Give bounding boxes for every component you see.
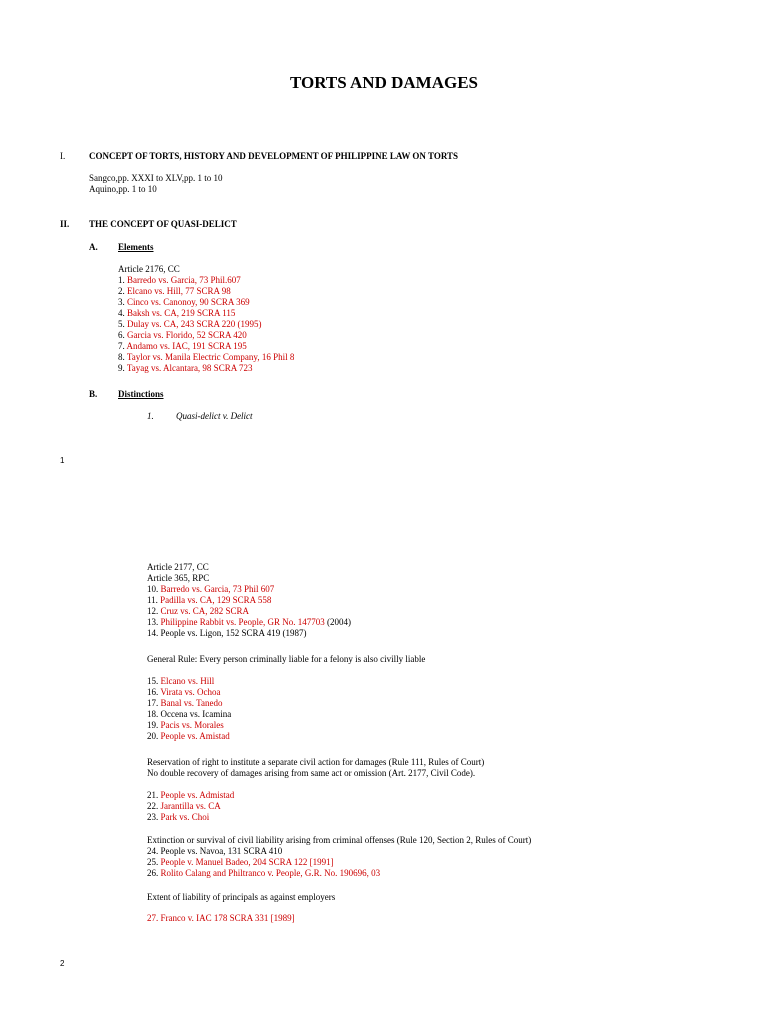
- extinction-block: [147, 835, 531, 879]
- list-item: 21. People vs. Admistad: [147, 790, 235, 800]
- case-link[interactable]: Cinco vs. Canonoy, 90 SCRA 369: [127, 297, 250, 307]
- list-item: 13. Philippine Rabbit vs. People, GR No. 147703 (2004): [147, 617, 351, 627]
- list-item: 17. Banal vs. Tanedo: [147, 698, 223, 708]
- extent-text: Extent of liability of principals as against employers: [147, 892, 336, 902]
- list-item: 7. Andamo vs. IAC, 191 SCRA 195: [118, 341, 247, 351]
- case-link[interactable]: People vs. Amistad: [160, 731, 230, 741]
- list-item: 14. People vs. Ligon, 152 SCRA 419 (1987): [147, 628, 307, 638]
- list-item: 8. Taylor vs. Manila Electric Company, 16 Phil 8: [118, 352, 295, 362]
- page-number-2: 2: [60, 959, 65, 968]
- section-1-heading: CONCEPT OF TORTS, HISTORY AND DEVELOPMENT OF PHILIPPINE LAW ON TORTS: [89, 151, 459, 161]
- list-item: 16. Virata vs. Ochoa: [147, 687, 221, 697]
- sub-a-heading: Elements: [118, 242, 154, 252]
- article-365: Article 365, RPC: [147, 573, 210, 583]
- list-item: 26. Rolito Calang and Philtranco v. People, G.R. No. 190696, 03: [147, 868, 381, 878]
- sub-a-letter: A.: [89, 242, 98, 252]
- case-link[interactable]: Cruz vs. CA, 282 SCRA: [160, 606, 250, 616]
- section-1-refs: [89, 173, 223, 195]
- case-link[interactable]: Baksh vs. CA, 219 SCRA 115: [127, 308, 236, 318]
- case-link[interactable]: Garcia vs. Florido, 52 SCRA 420: [127, 330, 247, 340]
- section-2-heading: THE CONCEPT OF QUASI-DELICT: [89, 219, 237, 229]
- case-link[interactable]: Padilla vs. CA, 129 SCRA 558: [160, 595, 272, 605]
- list-item: 19. Pacis vs. Morales: [147, 720, 224, 730]
- ref-aquino: Aquino,pp. 1 to 10: [89, 184, 157, 194]
- case-link[interactable]: Jarantilla vs. CA: [160, 801, 221, 811]
- case-link-27[interactable]: 27. Franco v. IAC 178 SCRA 331 [1989]: [147, 913, 295, 923]
- case-link[interactable]: Pacis vs. Morales: [160, 720, 224, 730]
- case-link[interactable]: People v. Manuel Badeo, 204 SCRA 122 [1991]: [160, 857, 334, 867]
- extinction-text: Extinction or survival of civil liability arising from criminal offenses (Rule 120, Section 2, Rules of Court): [147, 835, 532, 845]
- ref-sangco: Sangco,pp. XXXI to XLV,pp. 1 to 10: [89, 173, 223, 183]
- case-link[interactable]: Occena vs. Icamina: [160, 709, 232, 719]
- case-link[interactable]: People vs. Admistad: [160, 790, 235, 800]
- section-1-number: I.: [60, 151, 66, 161]
- document-title: TORTS AND DAMAGES: [289, 73, 478, 92]
- list-item: 2. Elcano vs. Hill, 77 SCRA 98: [118, 286, 231, 296]
- case-link[interactable]: Rolito Calang and Philtranco v. People, G.R. No. 190696, 03: [160, 868, 381, 878]
- general-rule: General Rule: Every person criminally liable for a felony is also civilly liable: [147, 654, 426, 664]
- case-link[interactable]: Park vs. Choi: [160, 812, 210, 822]
- case-link[interactable]: Dulay vs. CA, 243 SCRA 220 (1995): [127, 319, 262, 329]
- list-item: 24. People vs. Navoa, 131 SCRA 410: [147, 846, 283, 856]
- sub-b-heading: Distinctions: [118, 389, 164, 399]
- case-link[interactable]: Banal vs. Tanedo: [160, 698, 223, 708]
- list-item: 12. Cruz vs. CA, 282 SCRA: [147, 606, 250, 616]
- section-2-number: II.: [60, 219, 70, 229]
- list-item: 1. Barredo vs. Garcia, 73 Phil.607: [118, 275, 241, 285]
- page-2-articles-cases: [147, 562, 351, 639]
- list-item: 18. Occena vs. Icamina: [147, 709, 232, 719]
- reservation-block: [147, 757, 484, 779]
- list-item: 22. Jarantilla vs. CA: [147, 801, 221, 811]
- case-link[interactable]: Barredo vs. Garcia, 73 Phil 607: [160, 584, 275, 594]
- sub-b-item-text: Quasi-delict v. Delict: [176, 411, 253, 421]
- case-link[interactable]: Taylor vs. Manila Electric Company, 16 Phil 8: [126, 352, 295, 362]
- list-item: 5. Dulay vs. CA, 243 SCRA 220 (1995): [118, 319, 262, 329]
- list-item: 15. Elcano vs. Hill: [147, 676, 215, 686]
- page-2-cases-b: [147, 676, 231, 742]
- sub-a-list: [118, 264, 294, 374]
- list-item: 3. Cinco vs. Canonoy, 90 SCRA 369: [118, 297, 250, 307]
- page-number-1: 1: [60, 456, 65, 465]
- article-2177: Article 2177, CC: [147, 562, 209, 572]
- list-item: 25. People v. Manuel Badeo, 204 SCRA 122 [1991]: [147, 857, 334, 867]
- case-link[interactable]: Elcano vs. Hill: [160, 676, 215, 686]
- sub-b-item-number: 1.: [147, 411, 154, 421]
- list-item: 4. Baksh vs. CA, 219 SCRA 115: [118, 308, 236, 318]
- article-2176: Article 2176, CC: [118, 264, 180, 274]
- list-item: 9. Tayag vs. Alcantara, 98 SCRA 723: [118, 363, 253, 373]
- page-2-cases-c: [147, 790, 234, 823]
- list-item: 23. Park vs. Choi: [147, 812, 210, 822]
- case-link[interactable]: Andamo vs. IAC, 191 SCRA 195: [126, 341, 247, 351]
- list-item: 10. Barredo vs. Garcia, 73 Phil 607: [147, 584, 275, 594]
- case-link[interactable]: Tayag vs. Alcantara, 98 SCRA 723: [126, 363, 253, 373]
- case-link[interactable]: Virata vs. Ochoa: [160, 687, 221, 697]
- no-double-recovery-text: No double recovery of damages arising from same act or omission (Art. 2177, Civil Code).: [147, 768, 476, 778]
- list-item: 20. People vs. Amistad: [147, 731, 230, 741]
- sub-b-letter: B.: [89, 389, 98, 399]
- case-link[interactable]: Philippine Rabbit vs. People, GR No. 147703: [160, 617, 325, 627]
- case-link[interactable]: Barredo vs. Garcia, 73 Phil.607: [127, 275, 241, 285]
- list-item: 6. Garcia vs. Florido, 52 SCRA 420: [118, 330, 247, 340]
- reservation-text: Reservation of right to institute a separate civil action for damages (Rule 111, Rules of Court): [147, 757, 485, 767]
- case-link[interactable]: Elcano vs. Hill, 77 SCRA 98: [127, 286, 231, 296]
- list-item: 11. Padilla vs. CA, 129 SCRA 558: [147, 595, 272, 605]
